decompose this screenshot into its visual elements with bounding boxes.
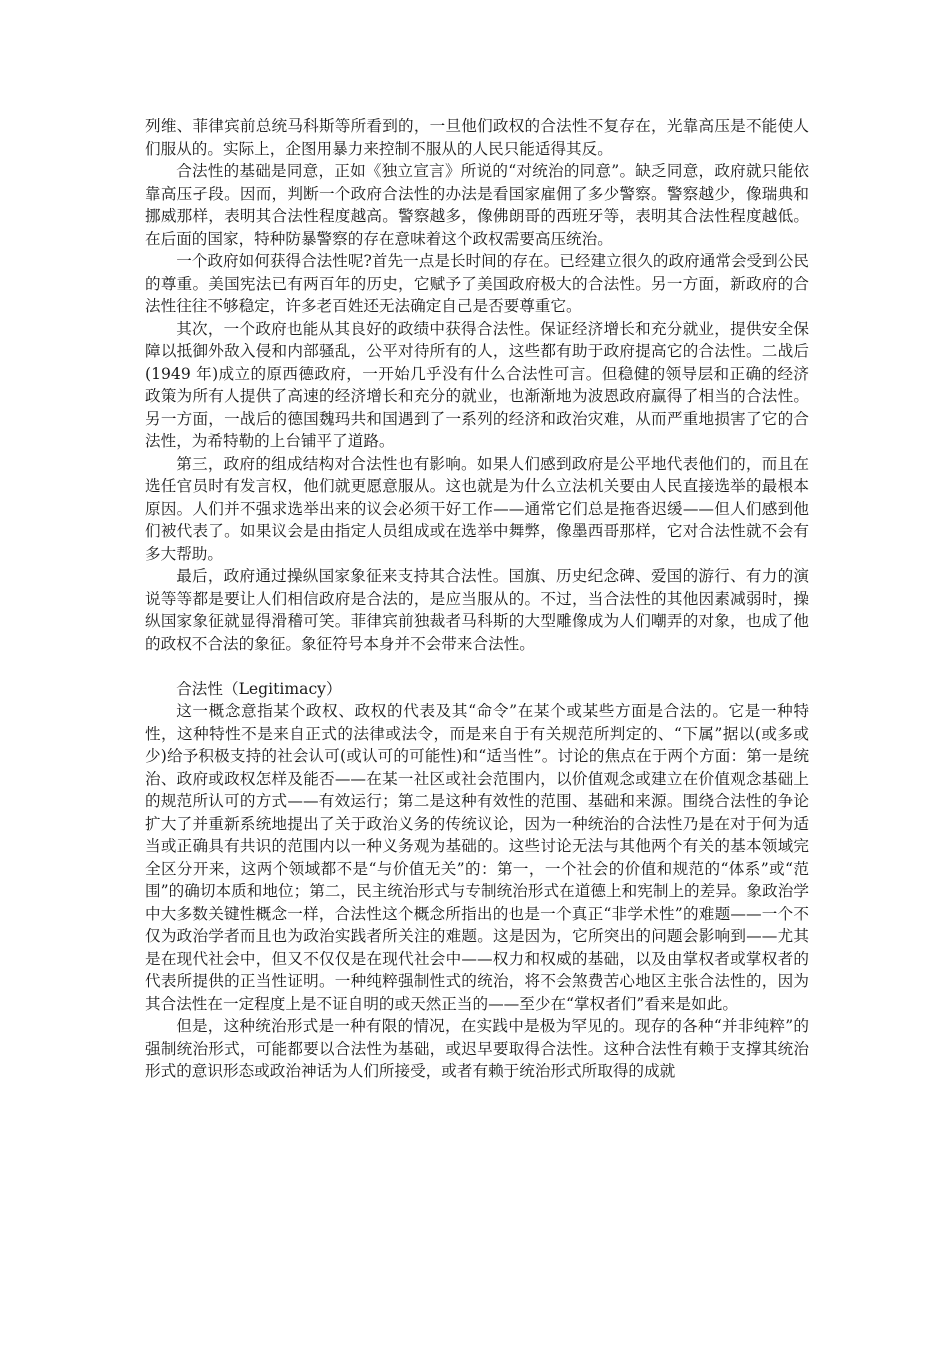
- paragraph-continuation: 列维、菲律宾前总统马科斯等所看到的，一旦他们政权的合法性不复存在，光靠高压是不能使人们服从的。实际上，企图用暴力来控制不服从的人民只能适得其反。: [145, 117, 809, 158]
- section-heading: 合法性（Legitimacy）: [176, 679, 342, 698]
- paragraph-coercive-rule: 但是，这种统治形式是一种有限的情况，在实践中是极为罕见的。现存的各种“并非纯粹”的强制统治形式，可能都要以合法性为基础，或迟早要取得合法性。这种合法性有赖于支撑其统治形式的意识形态或政治神话为人们所接受，或者有赖于统治形式所取得的成就: [145, 1017, 809, 1080]
- paragraph-symbols: 最后，政府通过操纵国家象征来支持其合法性。国旗、历史纪念碑、爱国的游行、有力的演说等等都是要让人们相信政府是合法的，是应当服从的。不过，当合法性的其他因素减弱时，操纵国家象征就显得滑稽可笑。菲律宾前独裁者马科斯的大型雕像成为人们嘲弄的对象，也成了他的政权不合法的象征。象征符号本身并不会带来合法性。: [145, 567, 809, 653]
- section-spacer: [145, 655, 809, 678]
- paragraph-definition: 这一概念意指某个政权、政权的代表及其“命令”在某个或某些方面是合法的。它是一种特性，这种特性不是来自正式的法律或法令，而是来自于有关规范所判定的、“下属”据以(或多或少)给予积极支持的社会认可(或认可的可能性)和“适当性”。讨论的焦点在于两个方面：第一是统治、政府或政权怎样及能否——在某一社区或社会范围内，以价值观念或建立在价值观念基础上的规范所认可的方式——有效运行；第二是这种有效性的范围、基础和来源。围绕合法性的争论扩大了并重新系统地提出了关于政治义务的传统议论，因为一种统治的合法性乃是在对于何为适当或正确具有共识的范围内以一种义务观为基础的。这些讨论无法与其他两个有关的基本领域完全区分开来，这两个领域都不是“与价值无关”的：第一，一个社会的价值和规范的“体系”或“范围”的确切本质和地位；第二，民主统治形式与专制统治形式在道德上和宪制上的差异。象政治学中大多数关键性概念一样，合法性这个概念所指出的也是一个真正“非学术性”的难题——一个不仅为政治学者而且也为政治实践者所关注的难题。这是因为，它所突出的问题会影响到——尤其是在现代社会中，但又不仅仅是在现代社会中——权力和权威的基础，以及由掌权者或掌权者的代表所提供的正当性证明。一种纯粹强制性式的统治，将不会煞费苦心地区主张合法性的，因为其合法性在一定程度上是不证自明的或天然正当的——至少在“掌权者们”看来是如此。: [145, 702, 809, 1013]
- paragraph-consent: 合法性的基础是同意，正如《独立宣言》所说的“对统治的同意”。缺乏同意，政府就只能依靠高压孑段。因而，判断一个政府合法性的办法是看国家雇佣了多少警察。警察越少，像瑞典和挪威那样，表明其合法性程度越高。警察越多，像佛朗哥的西班牙等，表明其合法性程度越低。在后面的国家，特种防暴警察的存在意味着这个政权需要高压统治。: [145, 162, 809, 248]
- paragraph-structure: 第三，政府的组成结构对合法性也有影响。如果人们感到政府是公平地代表他们的，而且在选任官员时有发言权，他们就更愿意服从。这也就是为什么立法机关要由人民直接选举的最根本原因。人们并不强求选举出来的议会必须干好工作——通常它们总是拖沓迟缓——但人们感到他们被代表了。如果议会是由指定人员组成或在选举中舞弊，像墨西哥那样，它对合法性就不会有多大帮助。: [145, 454, 809, 563]
- paragraph-performance: 其次，一个政府也能从其良好的政绩中获得合法性。保证经济增长和充分就业，提供安全保障以抵御外敌入侵和内部骚乱，公平对待所有的人，这些都有助于政府提高它的合法性。二战后(1949 年)成立的原西德政府，一开始几乎没有什么合法性可言。但稳健的领导层和正确的经济政策为所有人提供了高速的经济增长和充分的就业，也渐渐地为波恩政府赢得了相当的合法性。另一方面，一战后的德国魏玛共和国遇到了一系列的经济和政治灾难，从而严重地损害了它的合法性，为希特勒的上台铺平了道路。: [145, 319, 809, 450]
- paragraph-longevity: 一个政府如何获得合法性呢?首先一点是长时间的存在。已经建立很久的政府通常会受到公民的尊重。美国宪法已有两百年的历史，它赋予了美国政府极大的合法性。另一方面，新政府的合法性往往不够稳定，许多老百姓还无法确定自己是否要尊重它。: [145, 252, 809, 315]
- document-body: [145, 115, 809, 1083]
